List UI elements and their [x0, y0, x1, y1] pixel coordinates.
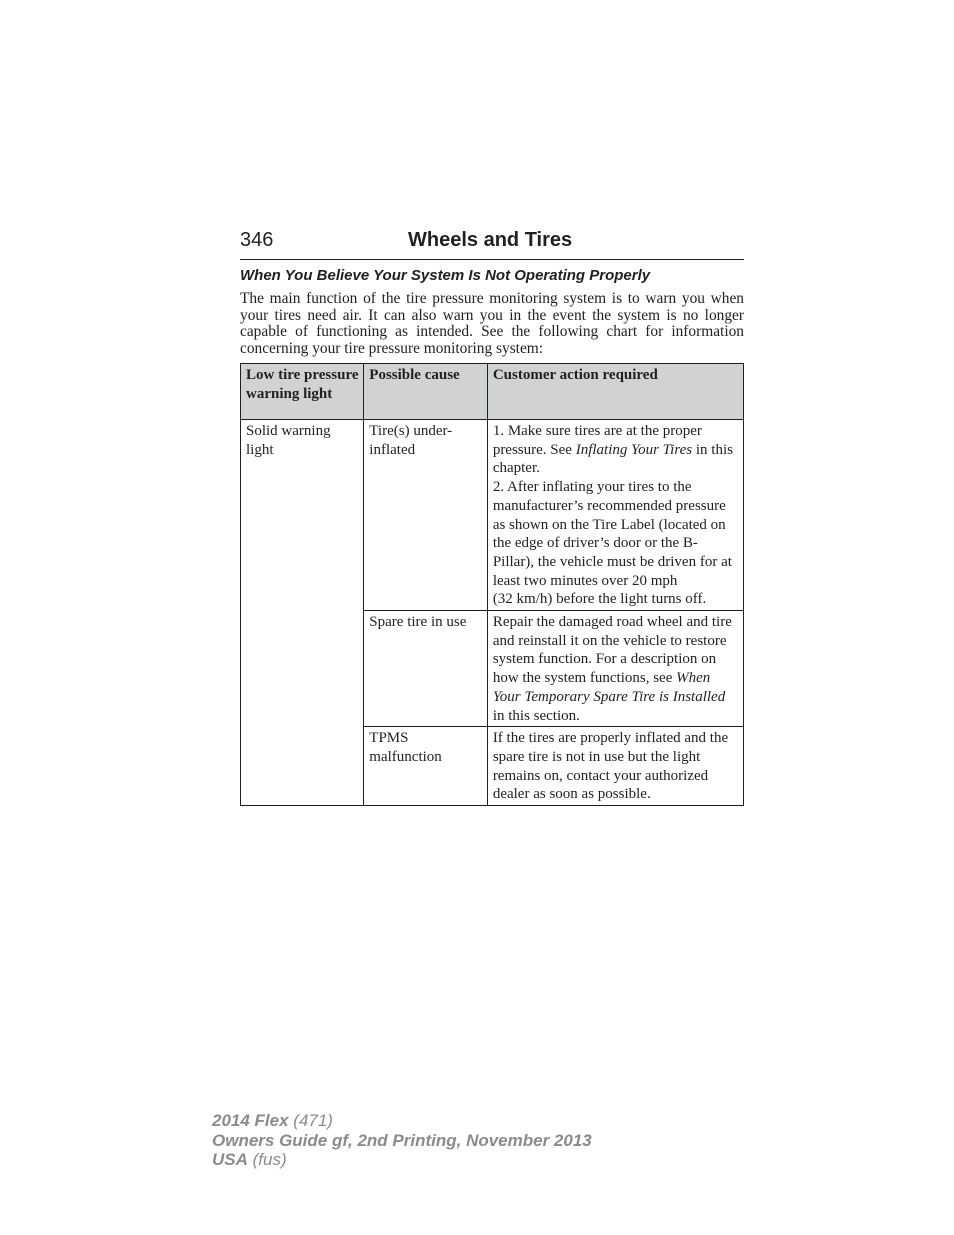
intro-paragraph: The main function of the tire pressure monitoring system is to warn you when your tires need air. It can also warn you in the event the system is no longer capable of functioning as intended. See the following chart for information concerning your tire pressure monitoring system:	[240, 290, 744, 357]
tpms-chart	[240, 363, 744, 806]
action-cell: If the tires are properly inflated and the spare tire is not in use but the light remains on, contact your authorized dealer as soon as possible.	[487, 727, 743, 806]
cross-reference-link: Inflating Your Tires	[575, 441, 693, 458]
action-cell	[487, 420, 743, 611]
page-header	[240, 229, 744, 260]
footer-model: 2014 Flex	[212, 1111, 289, 1130]
page-number: 346	[240, 229, 274, 251]
warning-light-state: Solid warning light	[241, 420, 364, 806]
column-header-warning-light: Low tire pressure warning light	[241, 364, 364, 420]
table-header-row	[241, 364, 744, 420]
action-text: 2. After inflating your tires to the manufacturer’s recommended pressure as shown on the Tire Label (located on the edge of driver’s door or the B-Pillar), the vehicle must be driven for at least two minutes over 20 mph	[492, 479, 732, 589]
action-text: in this chapter.	[492, 441, 733, 477]
cause-cell: Spare tire in use	[364, 611, 488, 727]
footer-market-code: (fus)	[247, 1150, 287, 1169]
cause-cell: Tire(s) under-inflated	[364, 420, 488, 611]
column-header-customer-action: Customer action required	[487, 364, 743, 420]
cause-cell: TPMS malfunction	[364, 727, 488, 806]
footer-model-code: (471)	[288, 1111, 333, 1130]
table-row	[241, 420, 744, 611]
section-title: When You Believe Your System Is Not Operating Properly	[240, 267, 651, 284]
chapter-title: Wheels and Tires	[408, 229, 573, 251]
footer-guide-line: Owners Guide gf, 2nd Printing, November 2013	[212, 1130, 592, 1150]
footer-market-line	[212, 1150, 592, 1170]
cross-reference-link: When Your Temporary Spare Tire is Installed	[492, 670, 726, 705]
action-text: 1. Make sure tires are at the proper pressure. See	[492, 423, 702, 458]
action-text: in this section.	[492, 707, 580, 724]
page-footer	[212, 1111, 592, 1170]
action-cell	[487, 611, 743, 727]
footer-model-line	[212, 1111, 592, 1131]
footer-market: USA	[212, 1150, 248, 1169]
action-text: Repair the damaged road wheel and tire and reinstall it on the vehicle to restore system function. For a description on how the system functions, see	[492, 614, 732, 687]
column-header-possible-cause: Possible cause	[364, 364, 488, 420]
action-text: (32 km/h) before the light turns off.	[492, 591, 707, 608]
